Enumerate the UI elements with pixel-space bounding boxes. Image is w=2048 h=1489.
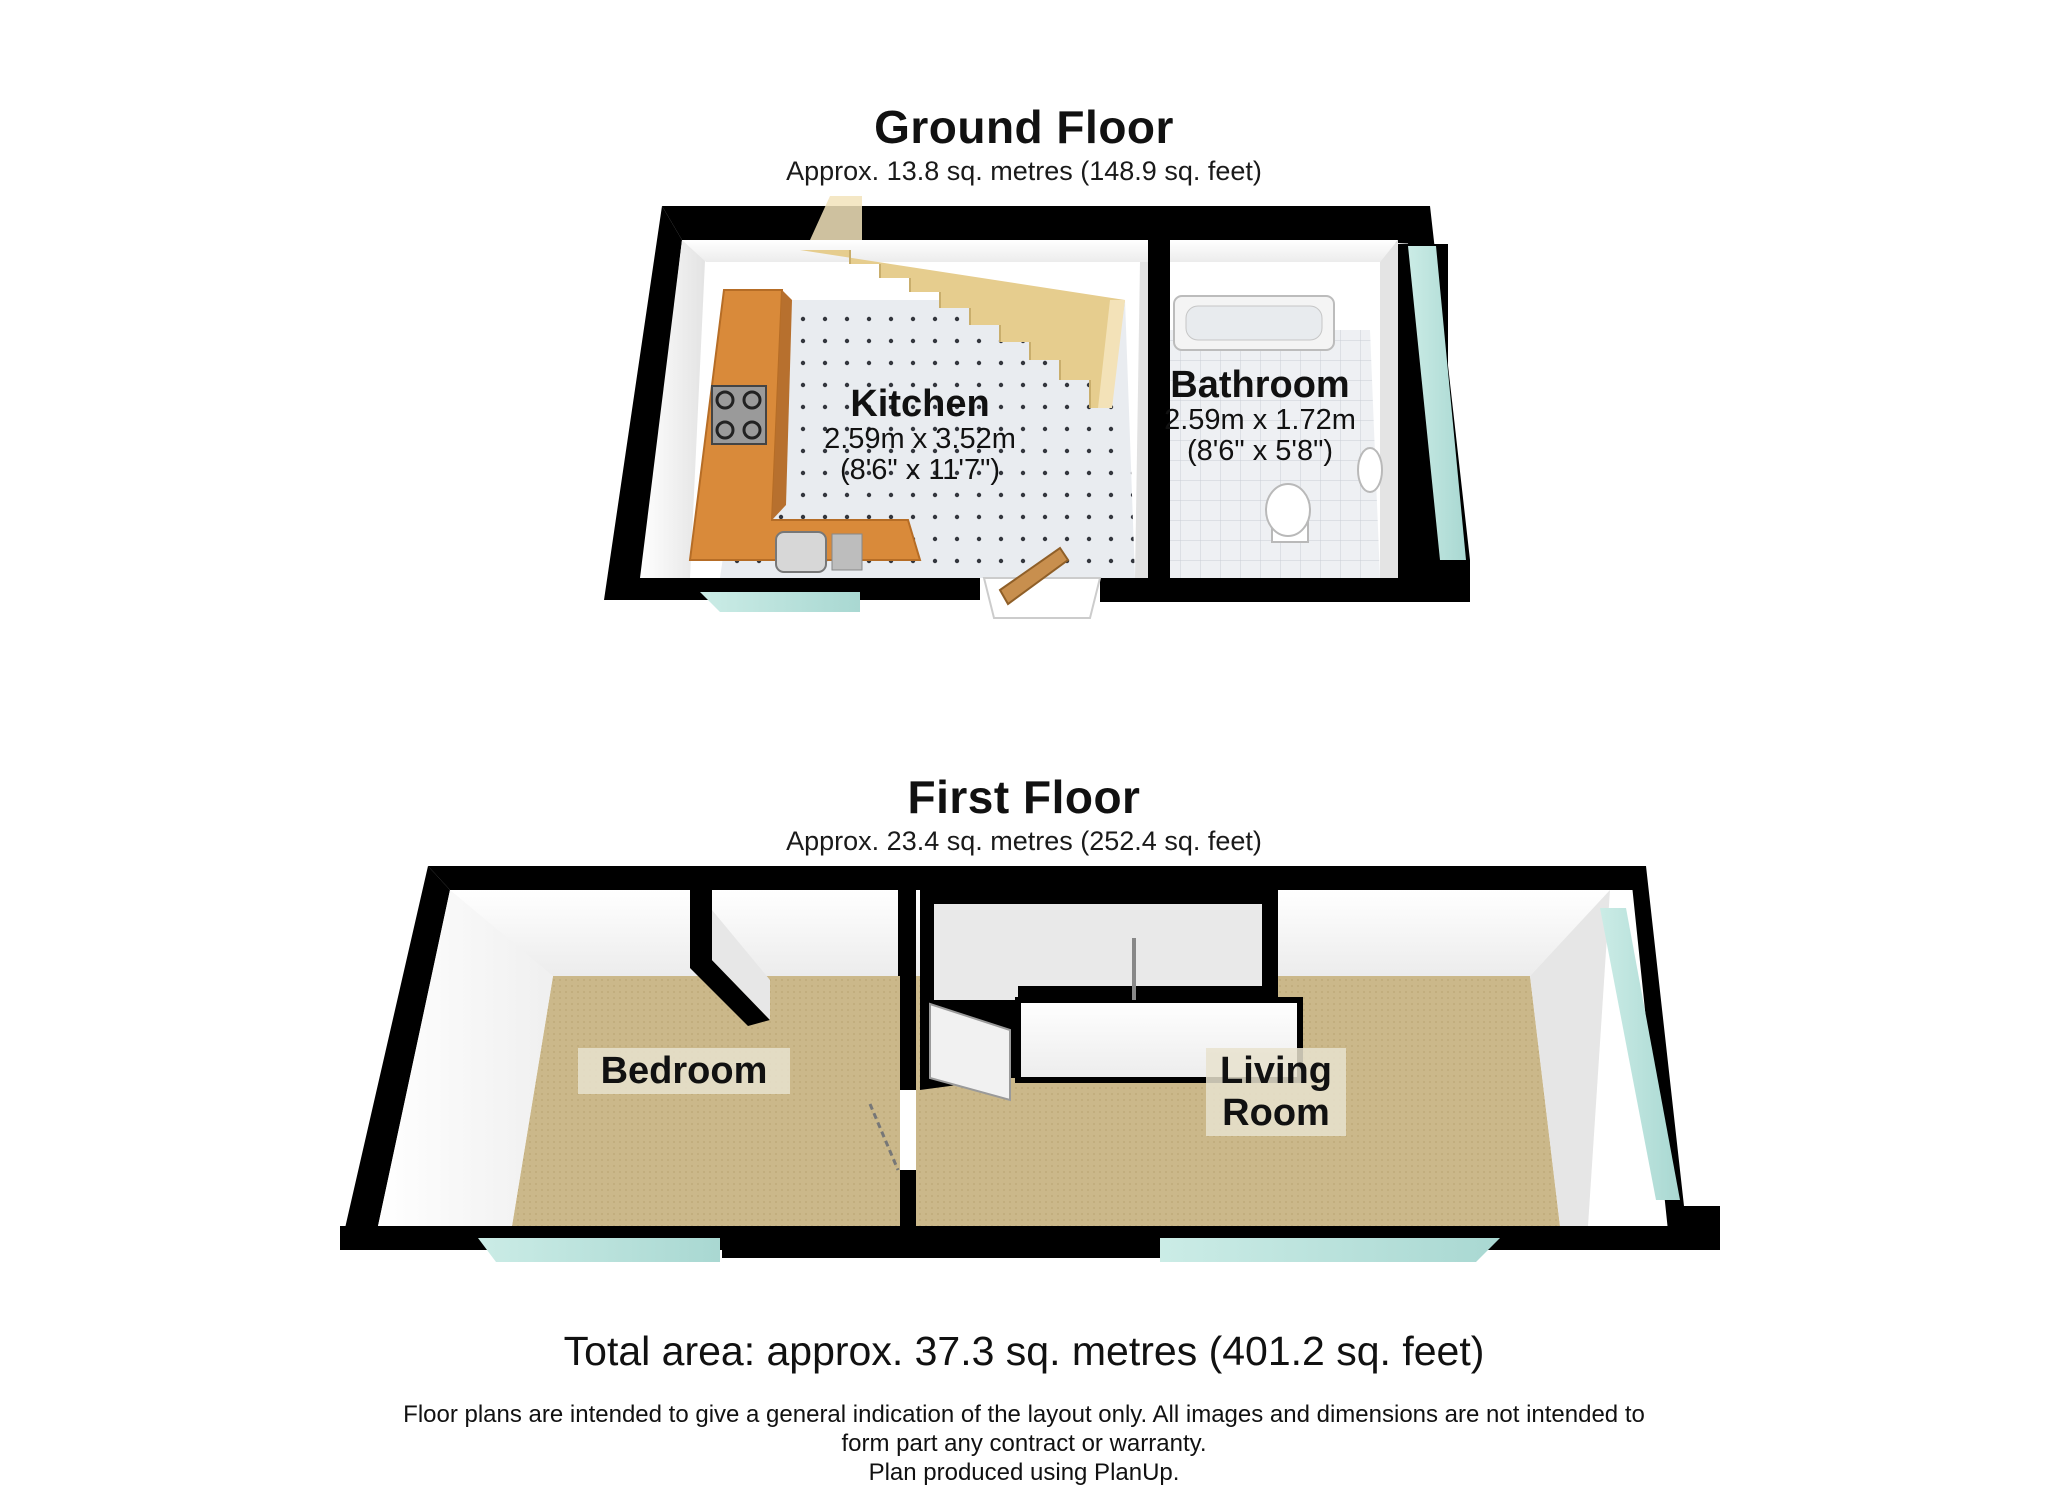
bathroom-imperial: (8'6" x 5'8") (1186, 435, 1334, 467)
ground-floor-area: Approx. 13.8 sq. metres (148.9 sq. feet) (786, 156, 1262, 186)
bathroom-metric: 2.59m x 1.72m (1164, 404, 1356, 436)
bedroom-label (578, 1048, 790, 1094)
disclaimer-line2: form part any contract or warranty. (841, 1430, 1207, 1457)
living-room-window (1160, 1238, 1500, 1262)
first-floor-title: First Floor (907, 771, 1141, 823)
disclaimer-line1: Floor plans are intended to give a general indication of the layout only. All images and dimensions are not intended to (403, 1401, 1645, 1428)
total-area: Total area: approx. 37.3 sq. metres (401.2 sq. feet) (563, 1328, 1485, 1374)
disclaimer (340, 1400, 1708, 1487)
kitchen-metric: 2.59m x 3.52m (824, 423, 1016, 455)
bedroom-name: Bedroom (600, 1050, 768, 1092)
living-room-label (1206, 1048, 1346, 1136)
living-room-name-line2: Room (1222, 1092, 1330, 1134)
first-floor-area: Approx. 23.4 sq. metres (252.4 sq. feet) (786, 826, 1262, 856)
living-room-name-line1: Living (1220, 1050, 1332, 1092)
kitchen-name: Kitchen (850, 383, 990, 425)
disclaimer-line3: Plan produced using PlanUp. (868, 1459, 1180, 1486)
bathroom-name: Bathroom (1170, 364, 1350, 406)
kitchen-imperial: (8'6" x 11'7") (839, 454, 1001, 486)
bedroom-floor (512, 976, 900, 1226)
bedroom-window (478, 1238, 720, 1262)
ground-floor-title: Ground Floor (874, 101, 1174, 153)
